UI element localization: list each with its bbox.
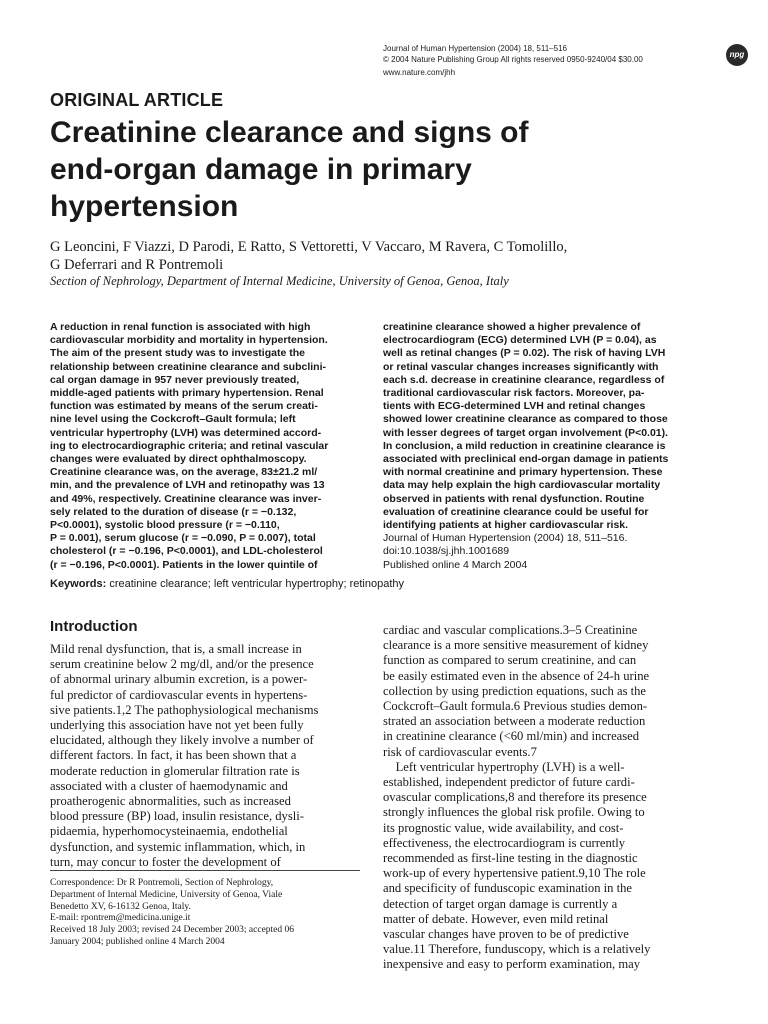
body-line: elucidated, although they likely involve a number of [50,733,314,748]
abstract-line: cardiovascular morbidity and mortality in hypertension. [50,334,328,347]
article-type: ORIGINAL ARTICLE [50,90,224,110]
body-line: associated with a cluster of haemodynamic and [50,778,288,793]
body-line: of abnormal urinary albumin excretion, is a power- [50,672,308,687]
abstract-line: and 49%, respectively. Creatinine clearance was inver- [50,492,322,505]
footnote-line: January 2004; published online 4 March 2004 [50,936,225,947]
author-line: G Leoncini, F Viazzi, D Parodi, E Ratto, S Vettoretti, V Vaccaro, M Ravera, C Tomolillo, [50,239,568,255]
body-line: cardiac and vascular complications.3–5 Creatinine [383,623,638,637]
body-line: work-up of every hypertensive patient.9,10 The role [383,866,646,881]
abstract-line: nine level using the Cockcroft–Gault formula; left [50,413,296,426]
body-line: function as compared to serum creatinine, and can [383,653,637,668]
body-line: value.11 Therefore, funduscopy, which is a relatively [383,942,651,957]
abstract-line: traditional cardiovascular risk factors. Moreover, pa- [383,387,645,400]
footnote-line: Department of Internal Medicine, University of Genoa, Viale [50,889,283,900]
abstract-line: data may help explain the high cardiovascular mortality [383,479,661,492]
body-line: blood pressure (BP) load, insulin resistance, dysli- [50,809,304,824]
abstract-right-column [383,321,723,572]
abstract-line: with normal creatinine and primary hypertension. These [383,466,663,479]
body-line: and specificity of funduscopic examination in the [383,881,633,896]
body-line: its prognostic value, wide availability, and cost- [383,820,624,835]
body-line: serum creatinine below 2 mg/dl, and/or the presence [50,657,314,672]
abstract-line: or retinal vascular changes increases significantly with [383,360,659,373]
affiliation: Section of Nephrology, Department of Internal Medicine, University of Genoa, Genoa, Italy [50,274,509,288]
abstract-citation-line: Journal of Human Hypertension (2004) 18, 511–516. [383,532,628,545]
body-line: strongly influences the global risk profile. Owing to [383,805,645,820]
body-line: effectiveness, the electrocardiogram is currently [383,835,626,850]
abstract-doi[interactable]: doi:10.1038/sj.jhh.1001689 [383,545,510,558]
body-line: underlying this association have not yet been fully [50,718,304,733]
body-line: Mild renal dysfunction, that is, a small increase in [50,642,302,656]
body-line: in creatinine clearance (<60 ml/min) and increased [383,729,640,744]
article-title [50,114,670,225]
correspondence-footnote [50,878,365,949]
body-line: Left ventricular hypertrophy (LVH) is a well- [383,759,625,774]
body-line: matter of debate. However, even mild retinal [383,911,609,926]
abstract-line: relationship between creatinine clearance and subclini- [50,360,326,373]
journal-copyright: © 2004 Nature Publishing Group All rights reserved 0950-9240/04 $30.00 [383,54,643,64]
body-line: ful predictor of cardiovascular events in hypertens- [50,687,308,702]
body-line: detection of target organ damage is currently a [383,896,618,911]
body-line: turn, may concur to foster the development of [50,854,281,869]
introduction-heading: Introduction [50,618,138,635]
keywords [50,578,404,590]
abstract-line: P = 0.001), serum glucose (r = −0.090, P = 0.007), total [50,532,316,545]
footnote-email[interactable]: E-mail: rpontrem@medicina.unige.it [50,913,191,924]
abstract-line: function was estimated by means of the serum creati- [50,400,318,413]
body-line: strated an association between a moderate reduction [383,714,646,729]
body-line: vascular changes have proven to be of predictive [383,927,629,942]
body-line: be easily estimated even in the absence of 24-h urine [383,668,650,683]
keywords-label: Keywords: [50,578,107,590]
abstract-line: creatinine clearance showed a higher prevalence of [383,321,641,333]
abstract-line: ing to electrocardiographic criteria; and retinal vascular [50,439,329,452]
abstract-line: with lesser degrees of target organ involvement (P<0.01). [383,426,669,439]
abstract-line: P<0.0001), systolic blood pressure (r = −0.110, [50,519,280,532]
author-list [50,238,720,274]
abstract-line: associated with preclinical end-organ damage in patients [383,453,669,466]
abstract-line: (r = −0.196, P<0.0001). Patients in the lower quintile of [50,558,318,571]
body-line: proatherogenic abnormalities, such as increased [50,794,291,809]
abstract-line: min, and the prevalence of LVH and retinopathy was 13 [50,479,325,492]
abstract-line: observed in patients with renal dysfunction. Routine [383,492,645,505]
body-line: pidaemia, hyperhomocysteinaemia, endothelial [50,824,288,839]
body-line: established, independent predictor of future cardi- [383,775,635,790]
body-line: risk of cardiovascular events.7 [383,744,537,759]
body-line: collection by using prediction equations, such as the [383,683,647,698]
abstract-line: The aim of the present study was to investigate the [50,347,305,360]
abstract-line: well as retinal changes (P = 0.02). The risk of having LVH [383,347,666,360]
body-line: moderate reduction in glomerular filtration rate is [50,763,300,778]
author-line: G Deferrari and R Pontremoli [50,257,224,273]
abstract-line: A reduction in renal function is associated with high [50,321,311,333]
footnote-line: Correspondence: Dr R Pontremoli, Section of Nephrology, [50,878,274,888]
abstract-line: In conclusion, a mild reduction in creatinine clearance is [383,439,666,452]
abstract-line: changes were evaluated by direct ophthalmoscopy. [50,453,307,466]
title-line: Creatinine clearance and signs of [50,116,529,149]
abstract-line: middle-aged patients with primary hypertension. Renal [50,387,324,400]
npg-logo: npg [726,44,748,66]
body-line: different factors. In fact, it has been shown that a [50,748,297,763]
title-line: hypertension [50,190,239,223]
footnote-line: Received 18 July 2003; revised 24 December 2003; accepted 06 [50,925,295,936]
footnote-divider [50,870,360,871]
abstract-left-column [50,321,365,572]
abstract-line: showed lower creatinine clearance as compared to those [383,413,668,426]
title-line: end-organ damage in primary [50,153,472,186]
journal-info [383,44,713,79]
abstract-line: electrocardiogram (ECG) determined LVH (P = 0.04), as [383,334,657,347]
body-left-column [50,642,362,870]
abstract-line: each s.d. decrease in creatinine clearance, regardless of [383,373,665,386]
body-line: clearance is a more sensitive measurement of kidney [383,638,649,653]
abstract-line: Creatinine clearance was, on the average, 83±21.2 ml/ [50,466,318,479]
abstract-line: ventricular hypertrophy (LVH) was determined accord- [50,426,322,439]
keywords-text: creatinine clearance; left ventricular hypertrophy; retinopathy [109,578,405,590]
body-line: ovascular complications,8 and therefore its presence [383,790,647,805]
abstract-line: tients with ECG-determined LVH and retinal changes [383,400,646,413]
abstract-line: cal organ damage in 957 never previously treated, [50,373,300,386]
journal-citation: Journal of Human Hypertension (2004) 18, 511–516 [383,44,567,53]
abstract-line: cholesterol (r = −0.196, P<0.0001), and LDL-cholesterol [50,545,323,558]
body-line: dysfunction, and systemic inflammation, which, in [50,839,306,854]
body-right-column [383,623,718,973]
journal-url[interactable]: www.nature.com/jhh [383,68,456,77]
abstract-line: identifying patients at higher cardiovascular risk. [383,519,629,532]
body-line: Cockcroft–Gault formula.6 Previous studies demon- [383,699,648,714]
body-line: recommended as first-line testing in the diagnostic [383,851,638,866]
abstract-line: sely related to the duration of disease (r = −0.132, [50,505,297,518]
body-line: sive patients.1,2 The pathophysiological mechanisms [50,702,319,717]
abstract-line: evaluation of creatinine clearance could be useful for [383,505,649,518]
abstract-published-date: Published online 4 March 2004 [383,558,528,571]
body-line: inexpensive and easy to perform examination, may [383,957,641,972]
footnote-line: Benedetto XV, 6-16132 Genoa, Italy. [50,901,191,912]
